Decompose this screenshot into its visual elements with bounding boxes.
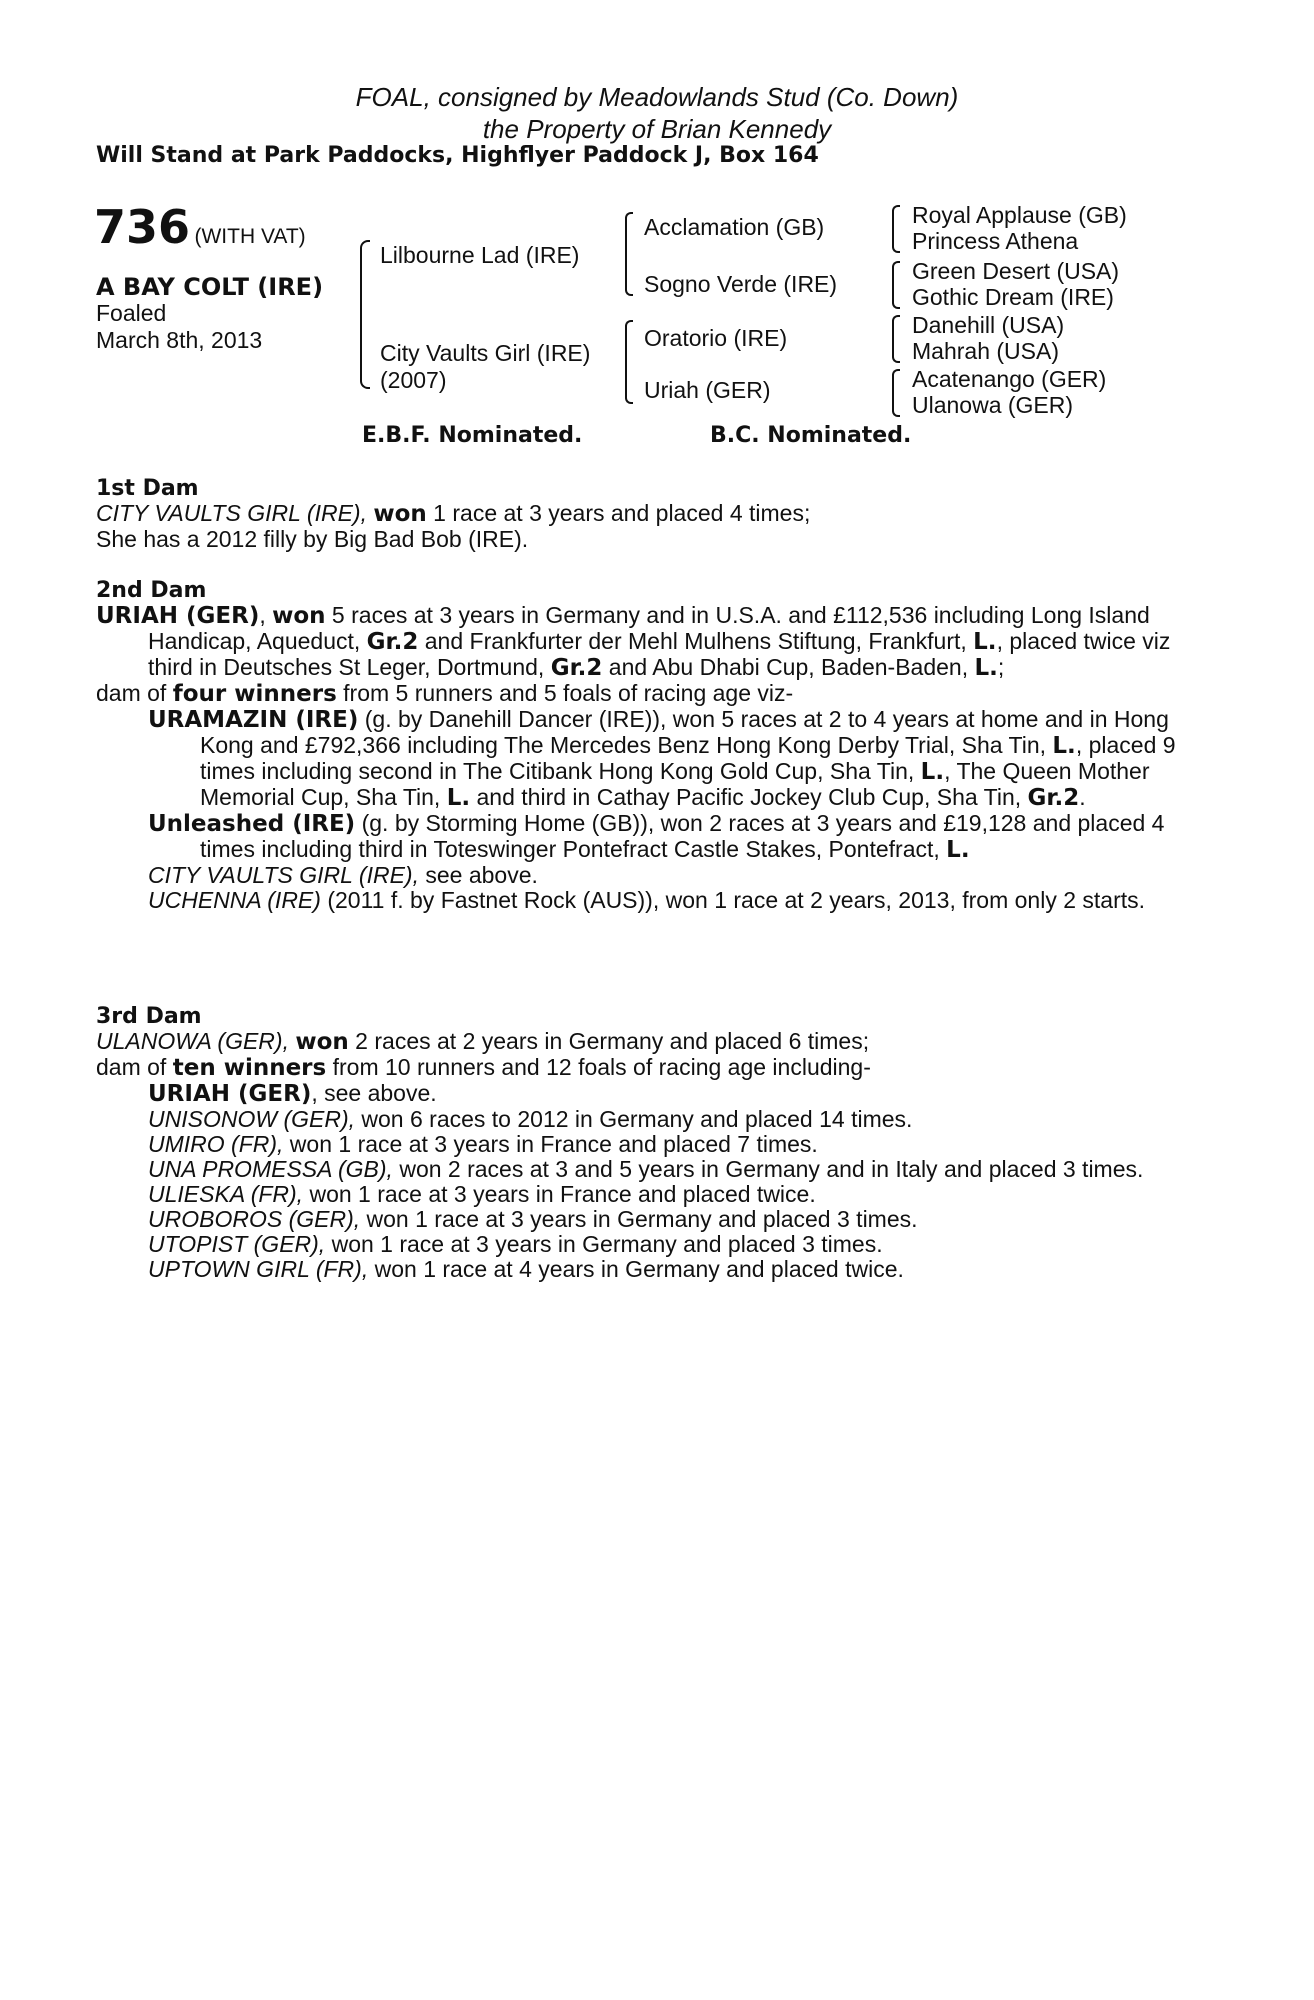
race-record: (g. by Storming Home (GB)), won 2 races at 3 years and £19,128 and placed 4 times including third in Toteswinger Pontefract Castle Stakes, Pontefract, bbox=[200, 810, 1165, 862]
pedigree-gen2: Uriah (GER) bbox=[644, 377, 771, 403]
race-record: (g. by Danehill Dancer (IRE)), won 5 races at 2 to 4 years at home and in Hong Kong and £792,366 including The Mercedes Benz Hong Kong Derby Trial, Sha Tin, bbox=[200, 706, 1169, 758]
sire-name: Lilbourne Lad (IRE) bbox=[380, 242, 580, 268]
horse-name: UROBOROS (GER), bbox=[148, 1206, 361, 1232]
produce-item bbox=[96, 1157, 1206, 1182]
produce-item bbox=[96, 707, 1206, 811]
dam-of-line bbox=[96, 681, 1206, 707]
produce-item bbox=[96, 1132, 1206, 1157]
produce-item bbox=[96, 863, 1206, 888]
foals-summary: from 10 runners and 12 foals of racing age including- bbox=[326, 1054, 871, 1080]
pedigree-gen2: Oratorio (IRE) bbox=[644, 325, 788, 351]
foaled-label: Foaled bbox=[96, 300, 167, 326]
vat-label: (WITH VAT) bbox=[194, 225, 306, 248]
dam-record bbox=[96, 1029, 1206, 1055]
dam-of-label: dam of bbox=[96, 1054, 173, 1080]
pedigree-gen3: Green Desert (USA) bbox=[912, 258, 1120, 284]
pedigree-gen3: Ulanowa (GER) bbox=[912, 392, 1074, 418]
horse-name: UPTOWN GIRL (FR), bbox=[148, 1256, 369, 1282]
produce-item bbox=[96, 811, 1206, 863]
third-dam-section bbox=[96, 1004, 1206, 1282]
first-dam-section bbox=[96, 476, 1206, 552]
listed-label: L. bbox=[1052, 733, 1076, 759]
listed-label: L. bbox=[446, 785, 471, 811]
dam-of-label: dam of bbox=[96, 680, 173, 706]
horse-name: URIAH (GER) bbox=[148, 1081, 312, 1107]
race-record: won 1 race at 4 years in Germany and placed twice. bbox=[368, 1256, 904, 1282]
pedigree-gen3: Gothic Dream (IRE) bbox=[912, 284, 1114, 310]
horse-name: UTOPIST (GER), bbox=[148, 1231, 326, 1257]
won-label: won bbox=[272, 603, 326, 629]
race-record: , placed twice viz third in Deutsches St Leger, Dortmund, bbox=[148, 628, 1171, 680]
produce-item bbox=[96, 1232, 1206, 1257]
horse-name: UMIRO (FR), bbox=[148, 1131, 284, 1157]
dam-of-line bbox=[96, 1055, 1206, 1081]
race-record: , see above. bbox=[311, 1080, 437, 1106]
race-record: won 1 race at 3 years in France and placed 7 times. bbox=[283, 1131, 818, 1157]
dam-year: (2007) bbox=[380, 367, 447, 393]
pedigree-gen3: Royal Applause (GB) bbox=[912, 202, 1127, 228]
produce-item bbox=[96, 1207, 1206, 1232]
pedigree-gen2: Sogno Verde (IRE) bbox=[644, 271, 838, 297]
pedigree-brace bbox=[625, 212, 633, 296]
listed-label: L. bbox=[973, 629, 997, 655]
race-record: won 1 race at 3 years in Germany and placed 3 times. bbox=[360, 1206, 918, 1232]
race-record: , The Queen Mother Memorial Cup, Sha Tin, bbox=[200, 758, 1150, 810]
horse-name: Unleashed (IRE) bbox=[148, 811, 356, 837]
pedigree-brace bbox=[892, 205, 900, 253]
winners-count: four winners bbox=[172, 681, 337, 707]
section-heading: 3rd Dam bbox=[96, 1004, 202, 1029]
race-record: and third in Cathay Pacific Jockey Club Cup, Sha Tin, bbox=[470, 784, 1028, 810]
bc-nominated: B.C. Nominated. bbox=[710, 423, 912, 448]
lot-title: A BAY COLT (IRE) bbox=[96, 273, 324, 301]
horse-name: UCHENNA (IRE) bbox=[148, 887, 321, 913]
race-record: and Frankfurter der Mehl Mulhens Stiftung, Frankfurt, bbox=[418, 628, 974, 654]
horse-name: ULANOWA (GER), bbox=[96, 1028, 289, 1054]
pedigree-gen3: Acatenango (GER) bbox=[912, 366, 1107, 392]
horse-name: CITY VAULTS GIRL (IRE), bbox=[96, 500, 367, 526]
header-consignor: FOAL, consigned by Meadowlands Stud (Co. Down) bbox=[355, 82, 959, 112]
grade-label: Gr.2 bbox=[366, 629, 419, 655]
header-stand-location: Will Stand at Park Paddocks, Highflyer Paddock J, Box 164 bbox=[96, 143, 819, 168]
race-record: and Abu Dhabi Cup, Baden-Baden, bbox=[602, 654, 975, 680]
horse-name: UNA PROMESSA (GB), bbox=[148, 1156, 393, 1182]
lot-number: 736 bbox=[94, 200, 191, 254]
listed-label: L. bbox=[920, 759, 945, 785]
horse-name: ULIESKA (FR), bbox=[148, 1181, 304, 1207]
dam-name: City Vaults Girl (IRE) bbox=[380, 340, 591, 366]
header-property: the Property of Brian Kennedy bbox=[482, 114, 832, 144]
listed-label: L. bbox=[974, 655, 998, 681]
pedigree-gen3: Danehill (USA) bbox=[912, 312, 1065, 338]
horse-name: UNISONOW (GER), bbox=[148, 1106, 355, 1132]
race-record: , placed 9 times including second in The Citibank Hong Kong Gold Cup, Sha Tin, bbox=[200, 732, 1176, 784]
pedigree-brace bbox=[360, 240, 370, 389]
pedigree-brace bbox=[892, 369, 900, 417]
punctuation: ; bbox=[997, 654, 1005, 680]
race-record: 1 race at 3 years and placed 4 times; bbox=[426, 500, 811, 526]
produce-item bbox=[96, 888, 1206, 913]
section-heading: 2nd Dam bbox=[96, 578, 207, 603]
horse-name: URIAH (GER) bbox=[96, 603, 260, 629]
produce-item bbox=[96, 1107, 1206, 1132]
race-record: won 2 races at 3 and 5 years in Germany and in Italy and placed 3 times. bbox=[392, 1156, 1144, 1182]
horse-name: CITY VAULTS GIRL (IRE), bbox=[148, 862, 419, 888]
pedigree-gen2: Acclamation (GB) bbox=[644, 214, 825, 240]
race-record: 5 races at 3 years in Germany and in U.S.A. and £112,536 including Long Island Handicap, Aqueduct, bbox=[148, 602, 1150, 654]
pedigree-brace bbox=[892, 315, 900, 363]
lot-number-row bbox=[94, 200, 306, 254]
race-record: see above. bbox=[418, 862, 538, 888]
ebf-nominated: E.B.F. Nominated. bbox=[362, 423, 583, 448]
listed-label: L. bbox=[946, 837, 970, 863]
race-record: (2011 f. by Fastnet Rock (AUS)), won 1 race at 2 years, 2013, from only 2 starts. bbox=[320, 887, 1146, 913]
foals-summary: from 5 runners and 5 foals of racing age viz- bbox=[336, 680, 794, 706]
race-record: 2 races at 2 years in Germany and placed 6 times; bbox=[348, 1028, 870, 1054]
punctuation: . bbox=[1079, 784, 1086, 810]
pedigree-gen3: Princess Athena bbox=[912, 228, 1079, 254]
won-label: won bbox=[295, 1029, 349, 1055]
race-record: won 6 races to 2012 in Germany and placed 14 times. bbox=[355, 1106, 913, 1132]
section-heading: 1st Dam bbox=[96, 476, 199, 501]
produce-note: She has a 2012 filly by Big Bad Bob (IRE). bbox=[96, 526, 529, 552]
winners-count: ten winners bbox=[172, 1055, 327, 1081]
race-record: won 1 race at 3 years in France and placed twice. bbox=[303, 1181, 816, 1207]
horse-name: URAMAZIN (IRE) bbox=[148, 707, 359, 733]
pedigree-brace bbox=[625, 320, 633, 404]
dam-record: URIAH (GER), won 5 races at 3 years in Germany and in U.S.A. and £112,536 including Long Island Handicap, Aqueduct, Gr.2 and Frankfurter der Mehl Mulhens Stiftung, Frankfurt, L., placed twice viz third in Deutsches St Leger, Dortmund, Gr.2 and Abu Dhabi Cup, Baden-Baden, L.; bbox=[96, 602, 1171, 681]
pedigree-gen3: Mahrah (USA) bbox=[912, 338, 1059, 364]
foaled-date: March 8th, 2013 bbox=[96, 327, 263, 353]
pedigree-brace bbox=[892, 261, 900, 309]
produce-item bbox=[96, 1081, 1206, 1107]
race-record: won 1 race at 3 years in Germany and placed 3 times. bbox=[325, 1231, 883, 1257]
second-dam-section bbox=[96, 578, 1206, 913]
grade-label: Gr.2 bbox=[550, 655, 603, 681]
won-label: won bbox=[373, 501, 427, 527]
produce-item bbox=[96, 1257, 1206, 1282]
grade-label: Gr.2 bbox=[1027, 785, 1080, 811]
produce-item bbox=[96, 1182, 1206, 1207]
